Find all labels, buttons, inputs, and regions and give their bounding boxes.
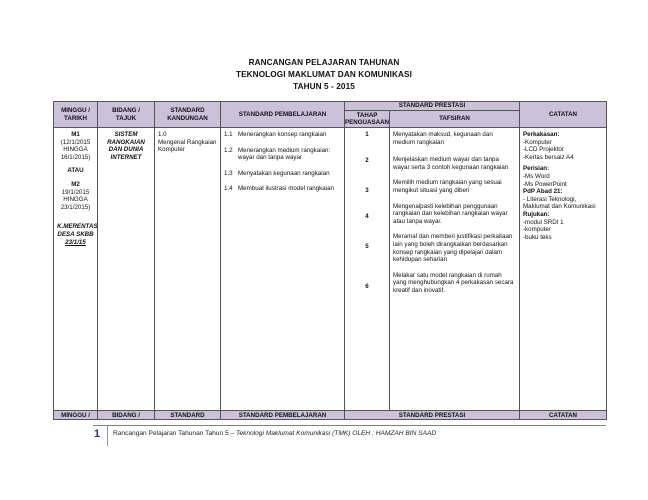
page-number: 1 xyxy=(94,428,101,440)
cell-tafsiran: Menyatakan maksud, kegunaan dan medium rangkaian Menjelaskan medium wayar dan tanpa wayar serta 3 contoh kegunaan rangkaian Memilih medium rangkaian yang sesuai mengikut situasi yang diberi Mengenalpasti kelebihan penggunaan rangkaian dan kelebihan rangkaian wayar atau tanpa wayar. Meramal dan memberi justifikasi perkaitaan lain yang boleh dirangkaikan berdasarkan konsep rangkaian yang dipelajari dalam kehidupan seharian Melakar satu model rangkaian di rumah yang menghubungkan 4 perkakasan secara kreatif dan inovatif. xyxy=(390,128,520,411)
repeat-col-standard-prestasi: STANDARD PRESTASI xyxy=(345,411,520,420)
cell-bidang: SISTEM RANGKAIAN DAN DUNIA INTERNET xyxy=(98,128,155,411)
plan-table xyxy=(53,101,607,411)
repeat-col-standard: STANDARD xyxy=(155,411,221,420)
cell-standard-pembelajaran xyxy=(221,128,345,411)
footer-divider xyxy=(93,425,606,426)
cell-minggu: M1 (12/1/2015 HINGGA 16/1/2015) ATAU M2 19/1/2015 HINGGA 23/1/2015) K.MERENTAS DESA SKBB 23/1/15 xyxy=(54,128,98,411)
year-title: TAHUN 5 - 2015 xyxy=(293,82,355,91)
col-header-tafsiran: TAFSIRAN xyxy=(390,111,520,128)
col-header-standard-prestasi: STANDARD PRESTASI xyxy=(345,102,520,111)
col-header-standard-pembelajaran: STANDARD PEMBELAJARAN xyxy=(221,102,345,128)
cell-catatan: Perkakasan: -Komputer -LCD Projektor -Kertas bersaiz A4 Perisian: -Ms Word -Ms PowerPoint PdP Abad 21: - Literasi Teknologi, Maklumat dan Komunikasi Rujukan: -modul SRDI 1 -komputer -buku teks xyxy=(520,128,607,411)
document-title: RANCANGAN PELAJARAN TAHUNAN xyxy=(248,58,400,67)
page-footer-text: Rancangan Pelajaran Tahunan Tahun 5 – Teknologi Maklumat Komunikasi (TMK) OLEH : HAMZAH BIN SAAD xyxy=(113,430,437,437)
col-header-standard-kandungan: STANDARD KANDUNGAN xyxy=(155,102,221,128)
col-header-bidang: BIDANG / TAJUK xyxy=(98,102,155,128)
sp-item: 1.3 Menyatakan kegunaan rangkaian xyxy=(224,169,330,177)
repeat-col-standard-pembelajaran: STANDARD PEMBELAJARAN xyxy=(221,411,345,420)
sp-item: 1.4 Membuat ilustrasi model rangkaian xyxy=(224,185,334,193)
col-header-tahap: TAHAP PENGUASAAN xyxy=(345,111,390,126)
repeat-col-catatan: CATATAN xyxy=(520,411,607,420)
repeat-col-bidang: BIDANG / xyxy=(98,411,155,420)
cell-tahap: 1 2 3 4 5 6 xyxy=(345,128,390,411)
sp-item: 1.2 Menerangkan medium rangkaian: wayar dan tanpa wayar xyxy=(224,146,331,162)
col-header-minggu: MINGGU / TARIKH xyxy=(54,102,98,128)
cell-standard-kandungan: 1.0 Mengenal Rangkaian Komputer xyxy=(155,128,221,411)
page-number-separator xyxy=(107,426,108,446)
repeat-header-table xyxy=(53,410,607,420)
subject-title: TEKNOLOGI MAKLUMAT DAN KOMUNIKASI xyxy=(236,70,412,79)
repeat-col-minggu: MINGGU / xyxy=(54,411,98,420)
sp-item: 1.1 Menerangkan konsep rangkaian xyxy=(224,131,327,138)
col-header-catatan: CATATAN xyxy=(520,102,607,128)
